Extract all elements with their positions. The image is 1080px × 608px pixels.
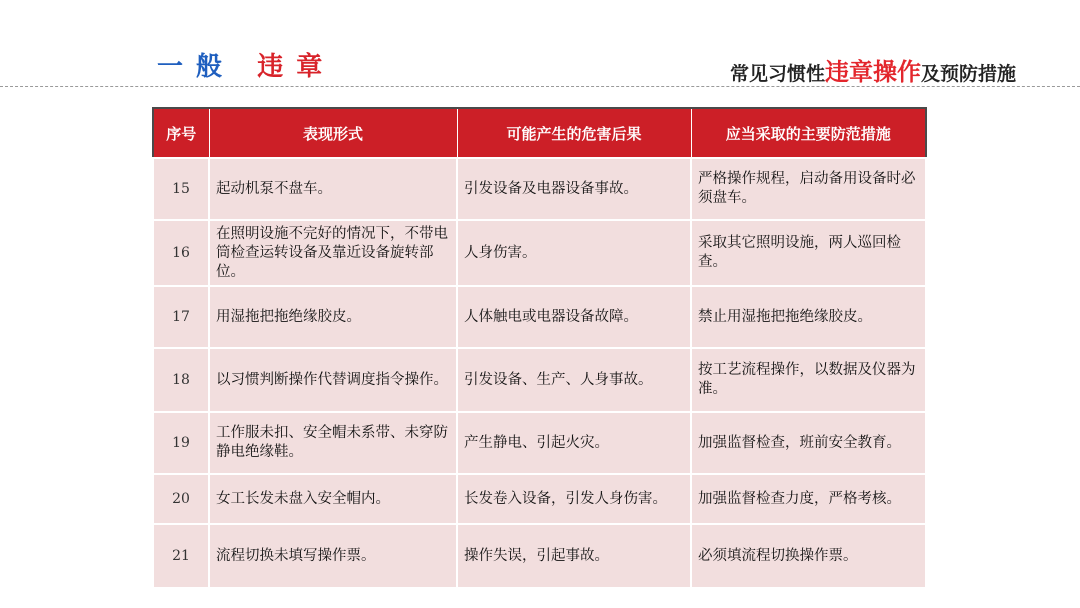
table-row xyxy=(153,412,926,474)
row-harm: 操作失误，引起事故。 xyxy=(457,524,691,588)
row-form: 工作服未扣、安全帽未系带、未穿防静电绝缘鞋。 xyxy=(209,412,457,474)
title-general: 一 般 xyxy=(157,52,225,82)
row-form: 用湿拖把拖绝缘胶皮。 xyxy=(209,286,457,348)
row-measure: 加强监督检查力度，严格考核。 xyxy=(691,474,926,524)
row-harm: 人身伤害。 xyxy=(457,220,691,286)
row-number: 18 xyxy=(153,348,209,412)
column-header-harm: 可能产生的危害后果 xyxy=(457,108,691,158)
title-violation: 违 章 xyxy=(257,52,325,82)
page-title xyxy=(157,46,324,83)
row-form: 起动机泵不盘车。 xyxy=(209,158,457,220)
subtitle-prefix: 常见习惯性 xyxy=(729,63,825,85)
violation-table xyxy=(152,107,927,589)
row-measure: 禁止用湿拖把拖绝缘胶皮。 xyxy=(691,286,926,348)
row-form: 女工长发未盘入安全帽内。 xyxy=(209,474,457,524)
row-number: 16 xyxy=(153,220,209,286)
row-measure: 按工艺流程操作，以数据及仪器为准。 xyxy=(691,348,926,412)
row-number: 19 xyxy=(153,412,209,474)
row-harm: 引发设备、生产、人身事故。 xyxy=(457,348,691,412)
violation-table-container xyxy=(152,107,925,589)
row-measure: 加强监督检查，班前安全教育。 xyxy=(691,412,926,474)
column-header-measure: 应当采取的主要防范措施 xyxy=(691,108,926,158)
row-measure: 必须填流程切换操作票。 xyxy=(691,524,926,588)
row-form: 在照明设施不完好的情况下，不带电筒检查运转设备及靠近设备旋转部位。 xyxy=(209,220,457,286)
row-number: 21 xyxy=(153,524,209,588)
row-number: 17 xyxy=(153,286,209,348)
row-harm: 产生静电、引起火灾。 xyxy=(457,412,691,474)
row-form: 流程切换未填写操作票。 xyxy=(209,524,457,588)
column-header-form: 表现形式 xyxy=(209,108,457,158)
row-harm: 人体触电或电器设备故障。 xyxy=(457,286,691,348)
table-row xyxy=(153,220,926,286)
header-divider xyxy=(0,86,1080,87)
table-row xyxy=(153,158,926,220)
row-measure: 严格操作规程，启动备用设备时必须盘车。 xyxy=(691,158,926,220)
table-row xyxy=(153,474,926,524)
row-harm: 引发设备及电器设备事故。 xyxy=(457,158,691,220)
table-row xyxy=(153,348,926,412)
table-row xyxy=(153,286,926,348)
row-number: 15 xyxy=(153,158,209,220)
table-header-row xyxy=(153,108,926,158)
row-measure: 采取其它照明设施，两人巡回检查。 xyxy=(691,220,926,286)
row-number: 20 xyxy=(153,474,209,524)
subtitle-suffix: 及预防措施 xyxy=(920,63,1016,85)
row-harm: 长发卷入设备，引发人身伤害。 xyxy=(457,474,691,524)
subtitle-highlight: 违章操作 xyxy=(824,58,921,86)
table-row xyxy=(153,524,926,588)
page-subtitle xyxy=(730,52,1016,87)
column-header-number: 序号 xyxy=(153,108,209,158)
row-form: 以习惯判断操作代替调度指令操作。 xyxy=(209,348,457,412)
